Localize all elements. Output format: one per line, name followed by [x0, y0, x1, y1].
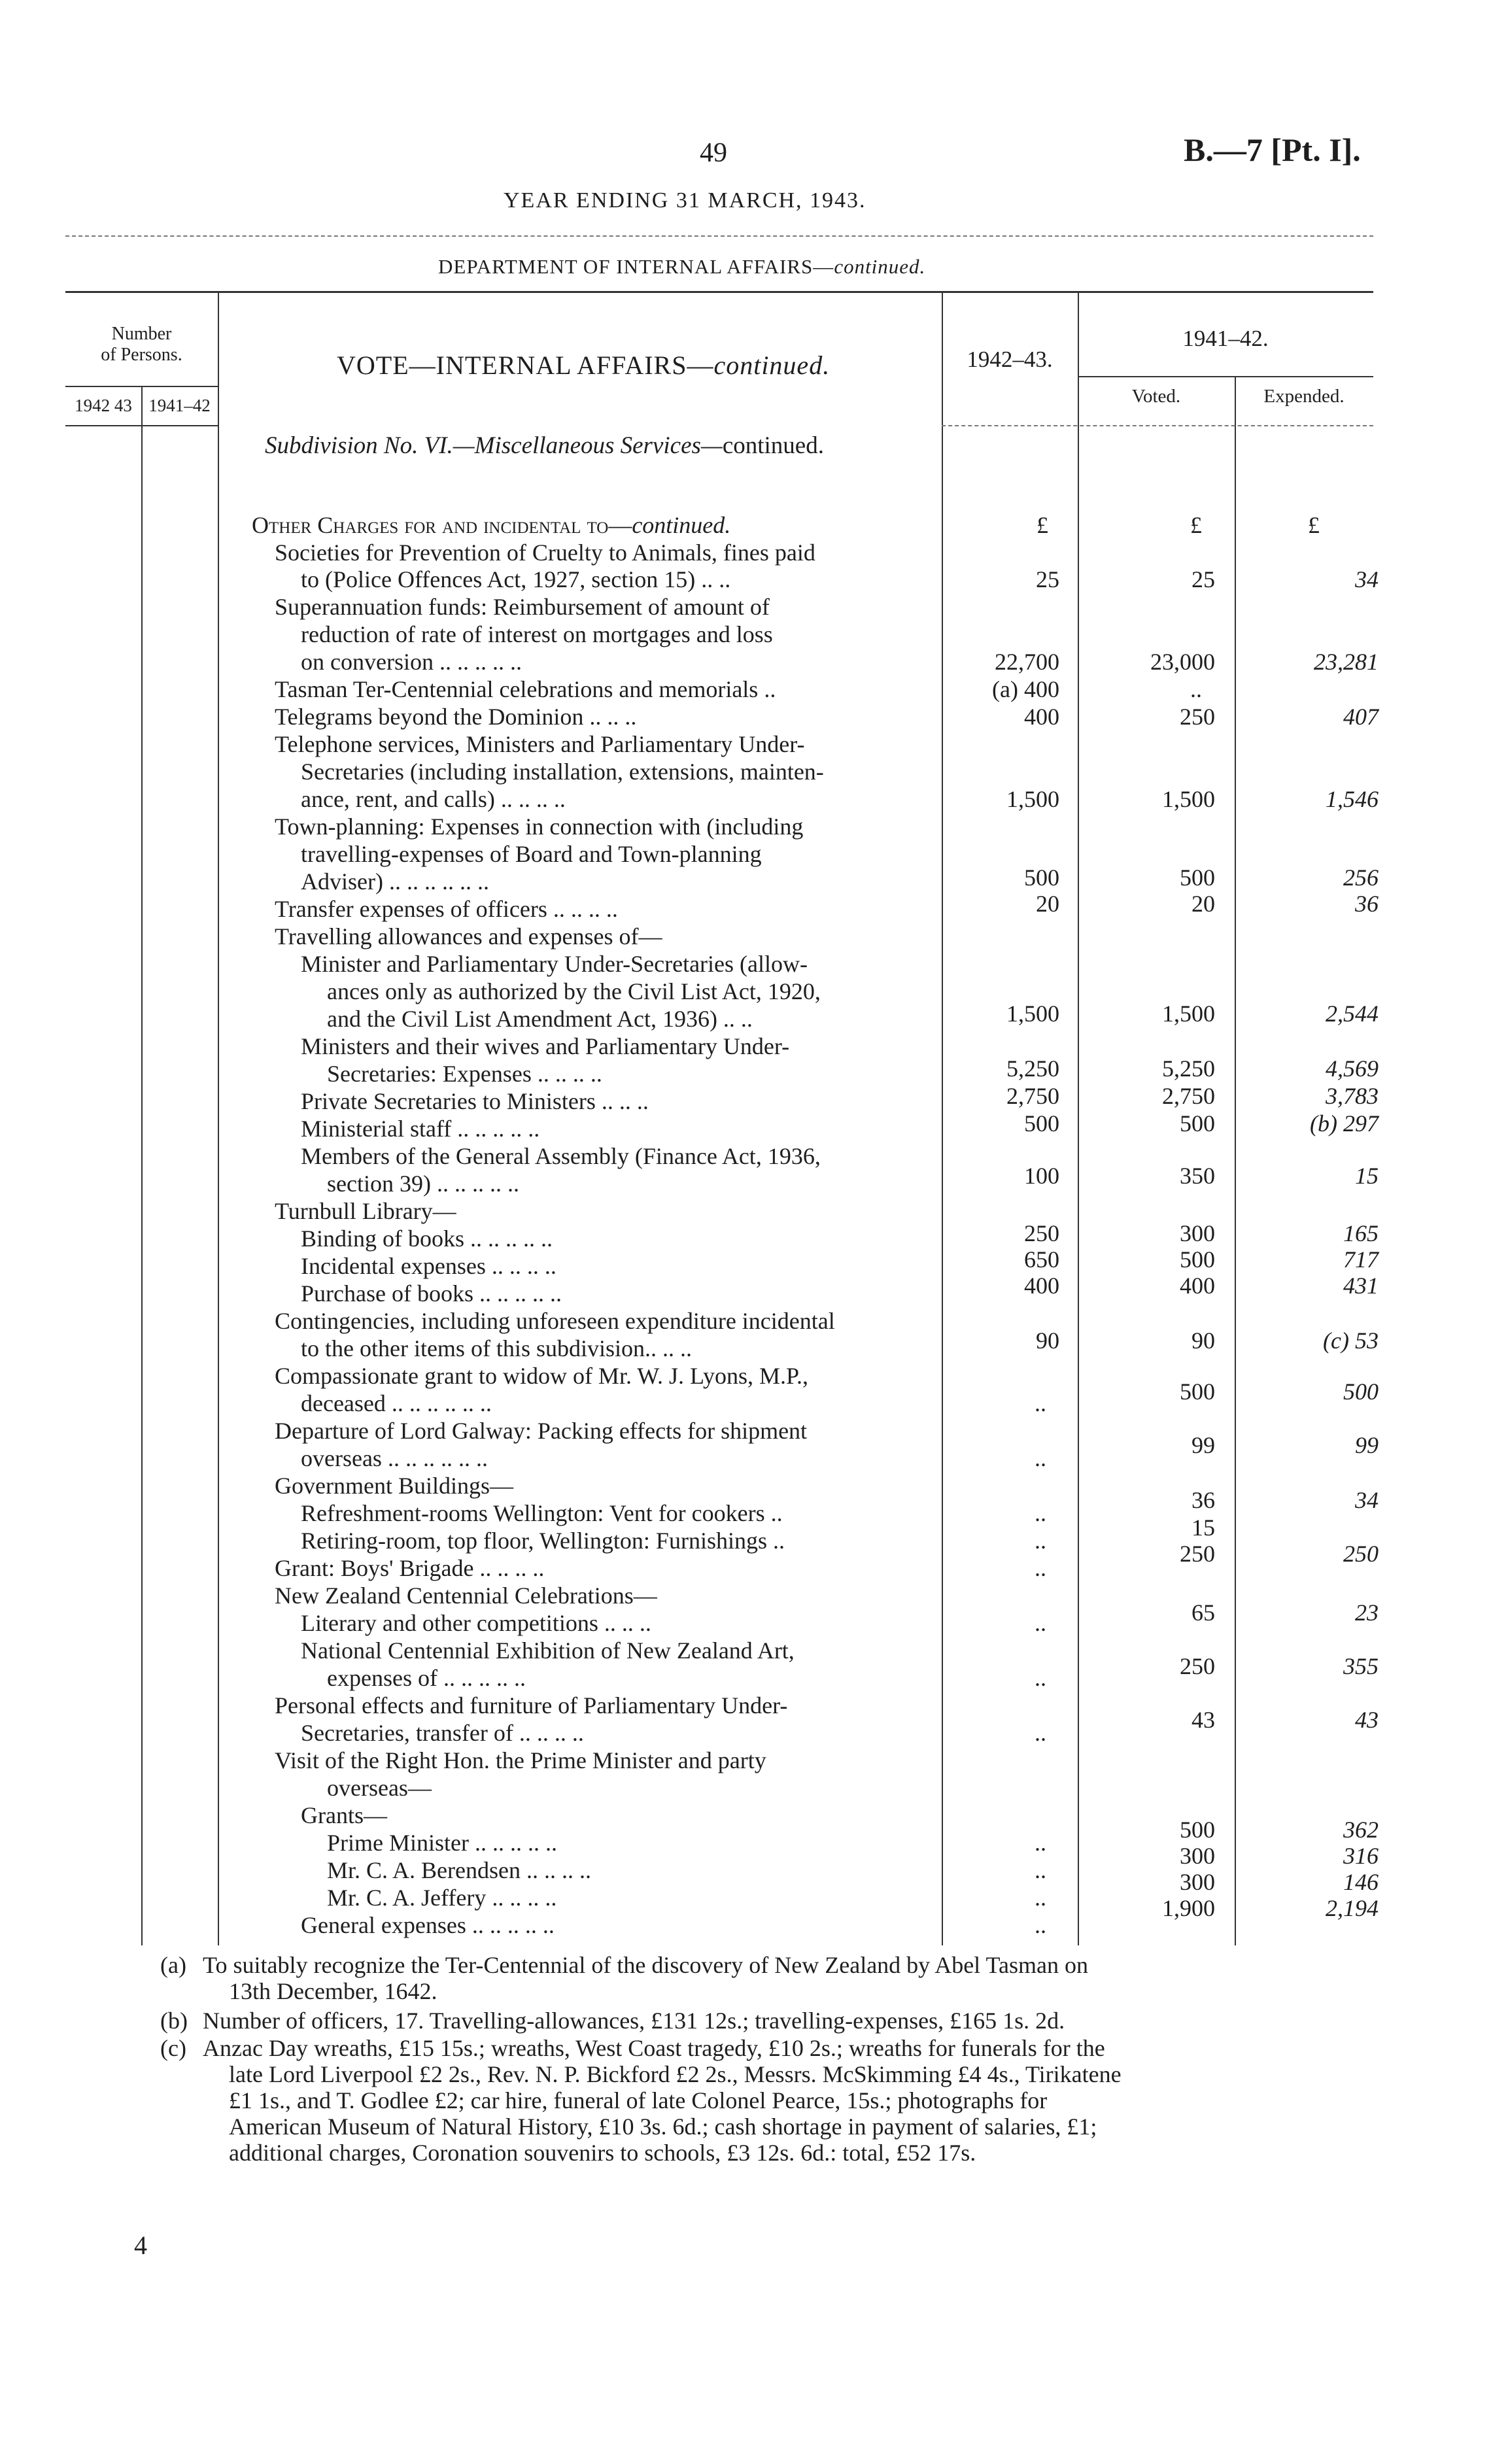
row-expended: 34 — [1355, 566, 1379, 592]
row-expended: 407 — [1343, 704, 1379, 730]
prev-year-rule — [1078, 376, 1373, 377]
other-charges-heading — [252, 511, 730, 539]
row-estimate: 1,500 — [1006, 786, 1059, 812]
row-expended: 431 — [1343, 1273, 1379, 1299]
row-text: Personal effects and furniture of Parliamentary Under- — [275, 1692, 788, 1719]
department-title: DEPARTMENT OF INTERNAL AFFAIRS— — [438, 255, 834, 278]
row-text: and the Civil List Amendment Act, 1936) .. .. — [327, 1006, 753, 1032]
row-text: Travelling allowances and expenses of— — [275, 923, 662, 950]
row-estimate: .. — [1035, 1857, 1046, 1883]
row-text: overseas .. .. .. .. .. .. — [301, 1445, 488, 1471]
row-estimate: 20 — [1036, 891, 1059, 917]
row-expended: 146 — [1343, 1869, 1379, 1895]
footnote-c-line: American Museum of Natural History, £10 3s. 6d.; cash shortage in payment of salaries, £1; — [229, 2113, 1097, 2140]
row-expended: 2,194 — [1326, 1895, 1379, 1921]
row-voted: 90 — [1191, 1327, 1215, 1354]
row-text: Retiring-room, top floor, Wellington: Furnishings .. — [301, 1528, 785, 1554]
row-estimate: 25 — [1036, 566, 1059, 592]
row-expended: 1,546 — [1326, 786, 1379, 812]
row-text: reduction of rate of interest on mortgages and loss — [301, 621, 773, 647]
row-text: Incidental expenses .. .. .. .. — [301, 1253, 557, 1279]
other-charges-label: Other Charges for and incidental to— — [252, 512, 632, 538]
row-voted: 500 — [1180, 1110, 1215, 1137]
row-expended: 355 — [1343, 1653, 1379, 1679]
footnote-c-line: £1 1s., and T. Godlee £2; car hire, funeral of late Colonel Pearce, 15s.; photographs for — [229, 2087, 1048, 2113]
row-expended: 23 — [1355, 1600, 1379, 1626]
pound-sign-estimate: £ — [1037, 512, 1048, 538]
row-estimate: .. — [1035, 1885, 1046, 1911]
footnote-a-line: 13th December, 1642. — [229, 1978, 437, 2004]
row-expended: (c) 53 — [1323, 1327, 1379, 1354]
row-estimate: .. — [1035, 1390, 1046, 1416]
subdivision-heading — [265, 432, 824, 460]
row-voted: 65 — [1191, 1600, 1215, 1626]
row-text: Compassionate grant to widow of Mr. W. J. Lyons, M.P., — [275, 1363, 809, 1389]
footnote-c-mark: (c) — [160, 2035, 186, 2061]
row-voted: 20 — [1191, 891, 1215, 917]
row-voted: 300 — [1180, 1843, 1215, 1869]
row-voted: 1,900 — [1162, 1895, 1215, 1921]
row-voted: 500 — [1180, 1817, 1215, 1843]
row-voted: 350 — [1180, 1163, 1215, 1189]
row-estimate: 500 — [1024, 864, 1059, 891]
vote-title — [337, 350, 830, 381]
persons-sub-rule — [65, 425, 218, 426]
row-expended: 2,544 — [1326, 1001, 1379, 1027]
row-text: Members of the General Assembly (Finance Act, 1936, — [301, 1143, 821, 1169]
vote-title-continued: continued. — [713, 351, 831, 380]
row-estimate: .. — [1035, 1610, 1046, 1636]
row-text: section 39) .. .. .. .. .. — [327, 1171, 519, 1197]
row-text: to (Police Offences Act, 1927, section 15) .. .. — [301, 566, 731, 592]
row-voted: 500 — [1180, 1378, 1215, 1405]
row-voted: 25 — [1191, 566, 1215, 592]
row-text: expenses of .. .. .. .. .. — [327, 1665, 526, 1691]
row-estimate: 250 — [1024, 1220, 1059, 1246]
row-voted: 400 — [1180, 1273, 1215, 1299]
row-text: National Centennial Exhibition of New Zealand Art, — [301, 1637, 795, 1664]
row-voted: 1,500 — [1162, 1001, 1215, 1027]
row-estimate: 5,250 — [1006, 1055, 1059, 1082]
row-expended: 99 — [1355, 1432, 1379, 1458]
number-of-persons-heading — [65, 324, 218, 366]
number-of-persons-line1: Number — [111, 324, 172, 344]
pound-sign-voted: £ — [1190, 512, 1202, 538]
row-text: travelling-expenses of Board and Town-planning — [301, 841, 762, 867]
subdivision-continued: continued. — [722, 432, 824, 459]
row-text: Ministers and their wives and Parliamentary Under- — [301, 1033, 790, 1059]
row-estimate: .. — [1035, 1912, 1046, 1938]
footnote-b-mark: (b) — [160, 2008, 188, 2034]
row-estimate: 1,500 — [1006, 1001, 1059, 1027]
row-expended: 316 — [1343, 1843, 1379, 1869]
row-text: Purchase of books .. .. .. .. .. — [301, 1280, 562, 1307]
row-estimate: 650 — [1024, 1246, 1059, 1273]
row-text: Government Buildings— — [275, 1473, 513, 1499]
row-text: Town-planning: Expenses in connection with (including — [275, 813, 804, 840]
row-estimate: 400 — [1024, 704, 1059, 730]
row-text: Mr. C. A. Berendsen .. .. .. .. — [327, 1857, 591, 1883]
row-text: on conversion .. .. .. .. .. — [301, 649, 522, 675]
row-text: Transfer expenses of officers .. .. .. .. — [275, 896, 618, 922]
row-estimate: 22,700 — [995, 649, 1059, 675]
row-text: Departure of Lord Galway: Packing effects for shipment — [275, 1418, 808, 1444]
row-expended: 717 — [1343, 1246, 1379, 1273]
voted-column-heading: Voted. — [1131, 386, 1181, 407]
row-expended: 500 — [1343, 1378, 1379, 1405]
pound-sign-expended: £ — [1308, 512, 1320, 538]
row-voted: 36 — [1191, 1487, 1215, 1513]
row-expended: 4,569 — [1326, 1055, 1379, 1082]
col-1942-43-heading: 1942 43 — [75, 396, 132, 415]
row-voted: 500 — [1180, 864, 1215, 891]
row-text: Telegrams beyond the Dominion .. .. .. — [275, 704, 637, 730]
row-voted: 15 — [1191, 1514, 1215, 1541]
row-text: Grants— — [301, 1802, 387, 1828]
row-estimate: (a) 400 — [992, 676, 1059, 702]
year-heading: YEAR ENDING 31 MARCH, 1943. — [504, 188, 866, 213]
number-of-persons-line2: of Persons. — [101, 345, 182, 365]
row-estimate: 100 — [1024, 1163, 1059, 1189]
row-estimate: .. — [1035, 1500, 1046, 1526]
row-voted: 1,500 — [1162, 786, 1215, 812]
vote-title-text: VOTE—INTERNAL AFFAIRS— — [337, 351, 714, 380]
estimate-column-heading: 1942–43. — [967, 347, 1053, 372]
document-reference: B.—7 [Pt. I]. — [1184, 131, 1361, 168]
row-estimate: .. — [1035, 1445, 1046, 1471]
row-text: deceased .. .. .. .. .. .. — [301, 1390, 492, 1416]
row-text: Binding of books .. .. .. .. .. — [301, 1225, 553, 1252]
subdivision-label: Subdivision No. VI.—Miscellaneous Services— — [265, 432, 723, 459]
row-estimate: .. — [1035, 1720, 1046, 1746]
row-expended: 3,783 — [1326, 1083, 1379, 1109]
row-text: overseas— — [327, 1775, 432, 1801]
row-expended: 362 — [1343, 1817, 1379, 1843]
row-text: Prime Minister .. .. .. .. .. — [327, 1830, 557, 1856]
page-mark: 4 — [134, 2231, 147, 2260]
row-text: to the other items of this subdivision.. .. .. — [301, 1335, 692, 1361]
row-text: Mr. C. A. Jeffery .. .. .. .. — [327, 1885, 557, 1911]
row-text: ances only as authorized by the Civil List Act, 1920, — [327, 978, 821, 1004]
row-voted: 250 — [1180, 1653, 1215, 1679]
row-text: Adviser) .. .. .. .. .. .. — [301, 868, 489, 895]
row-voted: 23,000 — [1150, 649, 1215, 675]
row-text: Ministerial staff .. .. .. .. .. — [301, 1116, 540, 1142]
row-text: Telephone services, Ministers and Parliamentary Under- — [275, 731, 805, 757]
row-estimate: 400 — [1024, 1273, 1059, 1299]
row-expended: 256 — [1343, 864, 1379, 891]
row-text: Private Secretaries to Ministers .. .. .. — [301, 1088, 649, 1114]
footnote-c-line: late Lord Liverpool £2 2s., Rev. N. P. Bickford £2 2s., Messrs. McSkimming £4 4s., Tirikatene — [229, 2061, 1122, 2087]
row-expended: 165 — [1343, 1220, 1379, 1246]
row-text: Secretaries: Expenses .. .. .. .. — [327, 1061, 602, 1087]
row-text: Literary and other competitions .. .. .. — [301, 1610, 651, 1636]
footnote-b-line: Number of officers, 17. Travelling-allowances, £131 12s.; travelling-expenses, £165 1s. 2d. — [203, 2008, 1065, 2034]
row-estimate: .. — [1035, 1830, 1046, 1856]
row-text: Secretaries (including installation, extensions, mainten- — [301, 759, 824, 785]
row-voted: 2,750 — [1162, 1083, 1215, 1109]
row-text: ance, rent, and calls) .. .. .. .. — [301, 786, 566, 812]
row-text: Societies for Prevention of Cruelty to Animals, fines paid — [275, 539, 815, 566]
row-estimate: .. — [1035, 1665, 1046, 1691]
row-text: Refreshment-rooms Wellington: Vent for cookers .. — [301, 1500, 783, 1526]
footnote-c-line: Anzac Day wreaths, £15 15s.; wreaths, West Coast tragedy, £10 2s.; wreaths for funerals for the — [203, 2035, 1105, 2061]
persons-column-rule — [218, 291, 219, 1945]
column-head-rule — [942, 425, 1373, 426]
row-text: General expenses .. .. .. .. .. — [301, 1912, 555, 1938]
row-expended: 43 — [1355, 1707, 1379, 1733]
department-heading — [438, 255, 925, 279]
row-voted: 250 — [1180, 1541, 1215, 1567]
row-text: Visit of the Right Hon. the Prime Minister and party — [275, 1747, 766, 1773]
row-estimate: 500 — [1024, 1110, 1059, 1137]
row-voted: 500 — [1180, 1246, 1215, 1273]
row-text: Minister and Parliamentary Under-Secretaries (allow- — [301, 951, 808, 977]
persons-split-rule — [141, 386, 143, 1945]
persons-head-rule — [65, 386, 218, 387]
table-top-rule — [65, 291, 1373, 293]
row-text: Contingencies, including unforeseen expenditure incidental — [275, 1308, 835, 1334]
row-voted: .. — [1190, 676, 1202, 702]
row-estimate: 2,750 — [1006, 1083, 1059, 1109]
row-voted: 5,250 — [1162, 1055, 1215, 1082]
row-text: Tasman Ter-Centennial celebrations and memorials .. — [275, 676, 776, 702]
footnote-c-line: additional charges, Coronation souvenirs to schools, £3 12s. 6d.: total, £52 17s. — [229, 2140, 976, 2166]
row-voted: 99 — [1191, 1432, 1215, 1458]
row-voted: 300 — [1180, 1869, 1215, 1895]
row-expended: 15 — [1355, 1163, 1379, 1189]
department-continued: continued. — [834, 255, 926, 278]
row-expended: 34 — [1355, 1487, 1379, 1513]
row-expended: 36 — [1355, 891, 1379, 917]
row-estimate: 90 — [1036, 1327, 1059, 1354]
row-text: Grant: Boys' Brigade .. .. .. .. — [275, 1555, 545, 1581]
row-estimate: .. — [1035, 1528, 1046, 1554]
previous-year-heading: 1941–42. — [1182, 326, 1269, 351]
col-1941-42-heading: 1941–42 — [148, 396, 211, 415]
row-voted: 250 — [1180, 704, 1215, 730]
row-expended: 23,281 — [1314, 649, 1379, 675]
footnote-a-line: To suitably recognize the Ter-Centennial of the discovery of New Zealand by Abel Tasman on — [203, 1952, 1088, 1978]
row-text: Secretaries, transfer of .. .. .. .. — [301, 1720, 584, 1746]
row-estimate: .. — [1035, 1555, 1046, 1581]
row-text: Turnbull Library— — [275, 1198, 456, 1224]
header-rule — [65, 235, 1373, 237]
other-charges-continued: continued. — [632, 512, 731, 538]
row-expended: 250 — [1343, 1541, 1379, 1567]
row-text: New Zealand Centennial Celebrations— — [275, 1583, 657, 1609]
row-voted: 43 — [1191, 1707, 1215, 1733]
expended-column-heading: Expended. — [1263, 386, 1345, 407]
footnote-a-mark: (a) — [160, 1952, 186, 1978]
row-voted: 300 — [1180, 1220, 1215, 1246]
page-number: 49 — [700, 138, 727, 168]
row-expended: (b) 297 — [1310, 1110, 1379, 1137]
row-text: Superannuation funds: Reimbursement of amount of — [275, 594, 770, 620]
